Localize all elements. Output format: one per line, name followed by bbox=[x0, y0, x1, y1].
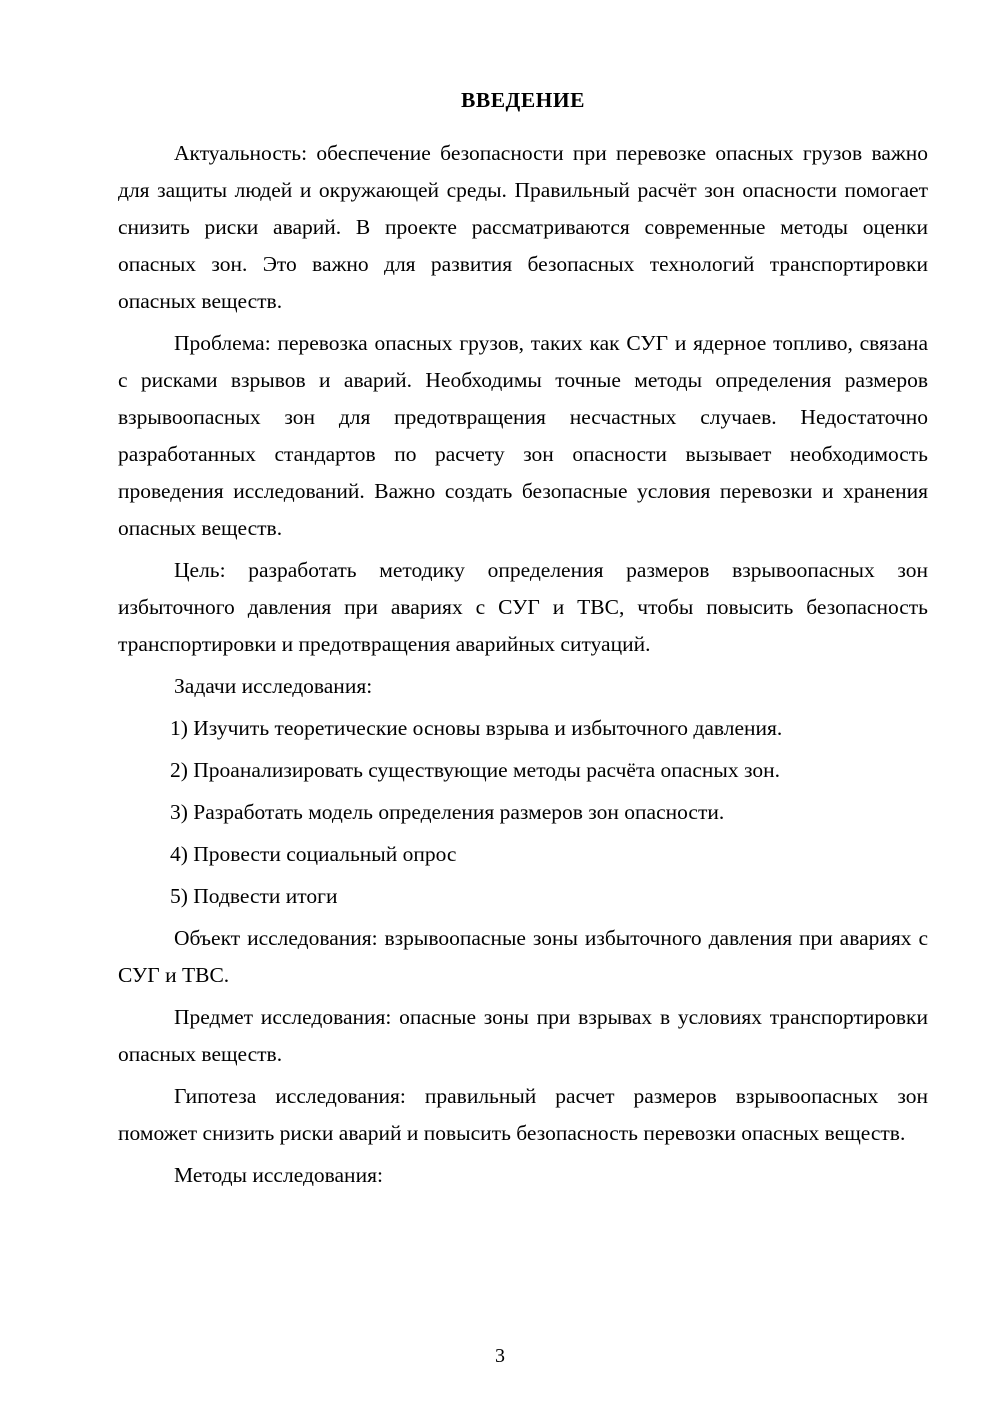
paragraph-hypothesis: Гипотеза исследования: правильный расчет размеров взрывоопасных зон поможет снизить риски аварий и повысить безопасность перевозки опасных веществ. bbox=[118, 1084, 928, 1145]
paragraph-problem: Проблема: перевозка опасных грузов, таких как СУГ и ядерное топливо, связана с рисками взрывов и аварий. Необходимы точные методы определения размеров взрывоопасных зон для предотвращения несчастных случаев. Недостаточно разработанных стандартов по расчету зон опасности вызывает необходимость проведения исследований. Важно создать безопасные условия перевозки и хранения опасных веществ. bbox=[118, 331, 928, 540]
list-item: 3) Разработать модель определения размеров зон опасности. bbox=[170, 800, 725, 824]
paragraph-methods-heading: Методы исследования: bbox=[174, 1163, 383, 1187]
list-item: 4) Провести социальный опрос bbox=[170, 842, 457, 866]
page-title: ВВЕДЕНИЕ bbox=[461, 88, 585, 112]
list-item: 2) Проанализировать существующие методы расчёта опасных зон. bbox=[170, 758, 780, 782]
page-number: 3 bbox=[495, 1345, 505, 1367]
paragraph-object: Объект исследования: взрывоопасные зоны избыточного давления при авариях с СУГ и ТВС. bbox=[118, 926, 928, 987]
list-item: 1) Изучить теоретические основы взрыва и избыточного давления. bbox=[170, 716, 783, 740]
paragraph-goal: Цель: разработать методику определения размеров взрывоопасных зон избыточного давления при авариях с СУГ и ТВС, чтобы повысить безопасность транспортировки и предотвращения аварийных ситуаций. bbox=[118, 558, 928, 656]
list-item: 5) Подвести итоги bbox=[170, 884, 338, 908]
paragraph-subject: Предмет исследования: опасные зоны при взрывах в условиях транспортировки опасных веществ. bbox=[118, 1005, 928, 1066]
paragraph-tasks-heading: Задачи исследования: bbox=[174, 674, 373, 698]
paragraph-relevance: Актуальность: обеспечение безопасности при перевозке опасных грузов важно для защиты людей и окружающей среды. Правильный расчёт зон опасности помогает снизить риски аварий. В проекте рассматриваются современные методы оценки опасных зон. Это важно для развития безопасных технологий транспортировки опасных веществ. bbox=[118, 141, 928, 313]
